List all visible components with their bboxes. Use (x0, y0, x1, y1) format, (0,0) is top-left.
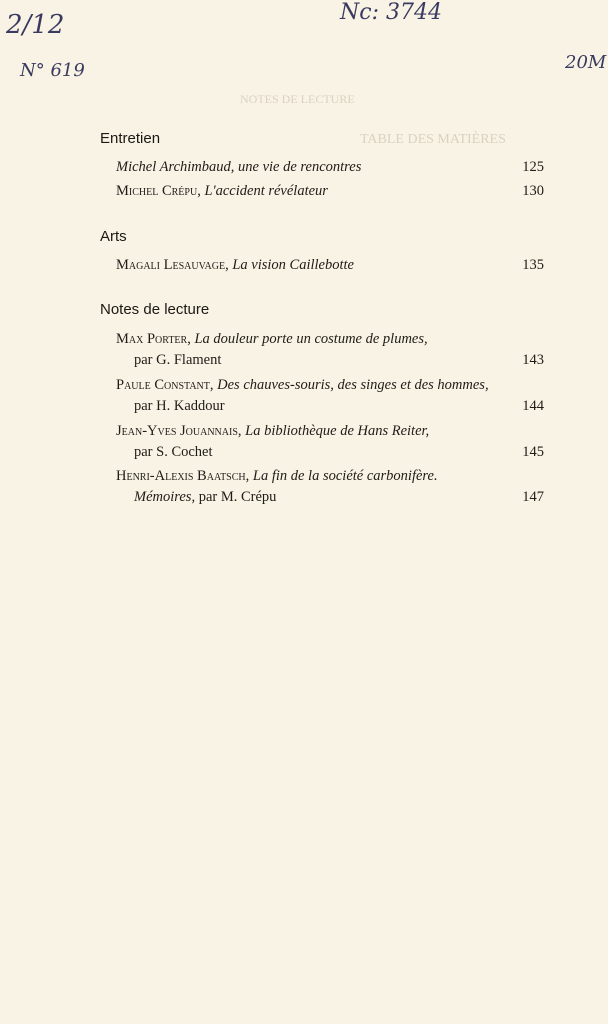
entry-reviewer: par S. Cochet (134, 444, 213, 460)
section-title-entretien: Entretien (100, 130, 161, 147)
entry-subtitle: Mémoires, (134, 489, 196, 505)
entry-reviewer: par M. Crépu (198, 489, 277, 505)
entry-title: La bibliothèque de Hans Reiter, (245, 423, 430, 439)
toc-entry (116, 466, 544, 508)
page-number: 147 (522, 489, 544, 505)
toc-entry (116, 181, 544, 202)
handwritten-note-number: N° 619 (20, 60, 85, 81)
page-number: 130 (522, 183, 544, 199)
entry-author: Magali Lesauvage, (116, 257, 229, 273)
entry-author: Paule Constant, (116, 377, 214, 393)
handwritten-note-top-right: 20M (565, 52, 607, 73)
page-number: 135 (522, 257, 544, 273)
entry-author: Michel Crépu, (116, 183, 201, 199)
page-number: 143 (522, 352, 544, 368)
toc-entry (116, 375, 544, 417)
entry-author: Jean-Yves Jouannais, (116, 423, 242, 439)
page-number: 145 (522, 444, 544, 460)
entry-title: L'accident révélateur (204, 183, 328, 199)
entry-title: La vision Caillebotte (232, 257, 354, 273)
toc-entry (116, 329, 544, 371)
section-title-notes-de-lecture: Notes de lecture (100, 301, 210, 318)
entry-author: Henri-Alexis Baatsch, (116, 468, 250, 484)
section-title-arts: Arts (100, 228, 127, 245)
toc-entry (116, 255, 544, 276)
page-number: 125 (522, 159, 544, 175)
entry-reviewer: par H. Kaddour (134, 398, 225, 414)
page-number: 144 (522, 398, 544, 414)
entry-title: La fin de la société carbonifère. (252, 468, 438, 484)
toc-entry (116, 157, 544, 178)
entry-reviewer: par G. Flament (134, 352, 222, 368)
entry-title: Des chauves-souris, des singes et des hommes, (217, 377, 489, 393)
toc-entry (116, 421, 544, 463)
handwritten-note-top-left: 2/12 (6, 10, 65, 40)
handwritten-note-top-center: Nc: 3744 (340, 0, 442, 25)
entry-title: La douleur porte un costume de plumes, (194, 331, 428, 347)
show-through-text: NOTES DE LECTURE (240, 92, 355, 106)
entry-title: Michel Archimbaud, une vie de rencontres (116, 159, 362, 175)
show-through-text: TABLE DES MATIÈRES (360, 132, 506, 147)
entry-author: Max Porter, (116, 331, 191, 347)
